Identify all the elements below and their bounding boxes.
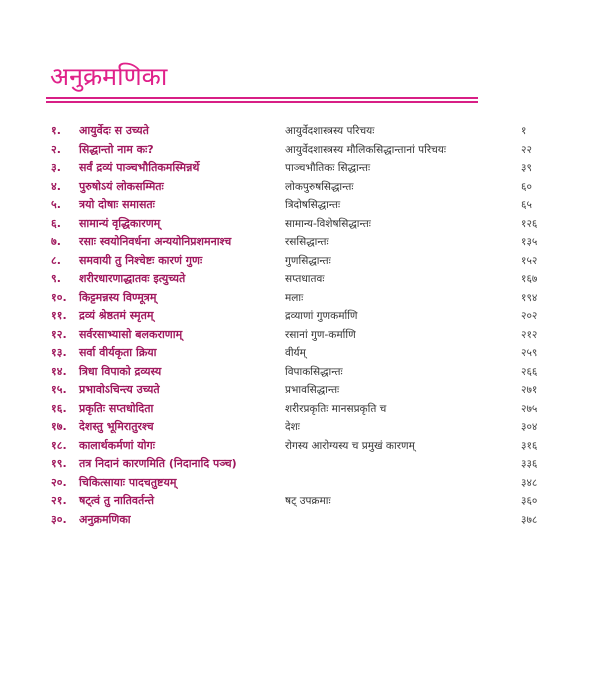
chapter-title[interactable]: सिद्धान्तो नाम कः? xyxy=(79,142,154,156)
chapter-number: १७. xyxy=(51,420,67,433)
chapter-title[interactable]: अनुक्रमणिका xyxy=(79,512,131,526)
chapter-number: २. xyxy=(51,142,61,156)
chapter-number: १९. xyxy=(51,457,67,470)
chapter-number: १८. xyxy=(51,438,67,452)
page-number: २२ xyxy=(521,143,532,156)
toc-row[interactable] xyxy=(0,455,600,474)
chapter-title[interactable]: त्रयो दोषाः समासतः xyxy=(79,198,155,211)
page-number: ६५ xyxy=(521,199,532,211)
chapter-title[interactable]: किट्टमन्नस्य विण्मूत्रम् xyxy=(79,290,157,304)
page-number: १ xyxy=(521,125,527,137)
page-number: २७१ xyxy=(521,384,538,396)
toc-row[interactable] xyxy=(0,233,600,252)
chapter-title[interactable]: आयुर्वेदः स उच्यते xyxy=(79,124,149,137)
page-number: २५९ xyxy=(521,347,538,359)
chapter-title[interactable]: समवायी तु निश्चेष्टः कारणं गुणः xyxy=(79,253,203,267)
toc-row[interactable] xyxy=(0,363,600,382)
chapter-subject: आयुर्वेदशास्त्रस्य परिचयः xyxy=(285,125,375,137)
chapter-number: १. xyxy=(51,124,61,137)
toc-row[interactable] xyxy=(0,492,600,511)
toc-row[interactable] xyxy=(0,307,600,326)
toc-row[interactable] xyxy=(0,400,600,419)
chapter-subject: वीर्यम् xyxy=(285,347,306,359)
toc-row[interactable] xyxy=(0,178,600,197)
chapter-subject: गुणसिद्धान्तः xyxy=(285,254,331,267)
chapter-subject: देशः xyxy=(285,421,300,433)
page-number: ३६० xyxy=(521,495,538,507)
chapter-title[interactable]: देशस्तु भूमिरातुरश्च xyxy=(79,420,154,433)
page-number: ३३६ xyxy=(521,458,538,470)
chapter-subject: त्रिदोषसिद्धान्तः xyxy=(285,199,341,211)
page-number: १२६ xyxy=(521,217,538,230)
chapter-number: ७. xyxy=(51,235,61,248)
chapter-number: २१. xyxy=(51,494,67,507)
toc-row[interactable] xyxy=(0,289,600,308)
chapter-subject: विपाकसिद्धान्तः xyxy=(285,365,343,378)
chapter-number: २०. xyxy=(51,475,67,489)
page-number: १३५ xyxy=(521,236,538,248)
chapter-title[interactable]: प्रकृतिः सप्तधोदिता xyxy=(79,401,154,415)
chapter-number: ३. xyxy=(51,161,61,174)
chapter-number: ९. xyxy=(51,272,61,285)
chapter-subject: पाञ्चभौतिकः सिद्धान्तः xyxy=(285,162,371,174)
chapter-title[interactable]: षट्त्वं तु नातिवर्तन्ते xyxy=(79,494,154,507)
chapter-subject: मलाः xyxy=(285,291,304,304)
page-number: ६० xyxy=(521,180,532,193)
chapter-title[interactable]: तत्र निदानं कारणमिति (निदानादि पञ्च) xyxy=(79,457,237,470)
toc-row[interactable] xyxy=(0,270,600,289)
chapter-number: ४. xyxy=(51,179,61,193)
toc-row[interactable] xyxy=(0,418,600,437)
title-underline-top xyxy=(46,97,478,99)
chapter-subject: शरीरप्रकृतिः मानसप्रकृति च xyxy=(285,402,387,415)
chapter-number: १२. xyxy=(51,327,67,341)
chapter-number: १४. xyxy=(51,364,67,378)
toc-row[interactable] xyxy=(0,196,600,215)
chapter-title[interactable]: शरीरधारणाद्धातवः इत्युच्यते xyxy=(79,272,186,285)
chapter-subject: आयुर्वेदशास्त्रस्य मौलिकसिद्धान्तानां परिचयः xyxy=(285,143,446,156)
chapter-subject: लोकपुरुषसिद्धान्तः xyxy=(285,180,354,193)
chapter-number: १५. xyxy=(51,383,67,396)
page-number: ३४८ xyxy=(521,476,538,489)
toc-row[interactable] xyxy=(0,122,600,141)
chapter-title[interactable]: कालार्थकर्मणां योगः xyxy=(79,438,155,452)
chapter-subject: रोगस्य आरोग्यस्य च प्रमुखं कारणम् xyxy=(285,439,415,452)
table-of-contents xyxy=(0,122,600,529)
title-underline-bottom xyxy=(46,101,478,103)
page-number: २१२ xyxy=(521,328,538,341)
page-number: २६६ xyxy=(521,365,538,378)
page-number: ३१६ xyxy=(521,439,538,452)
page-number: ३०४ xyxy=(521,421,538,433)
toc-row[interactable] xyxy=(0,437,600,456)
chapter-title[interactable]: सामान्यं वृद्धिकारणम् xyxy=(79,216,161,230)
chapter-subject: रसानां गुण-कर्माणि xyxy=(285,328,356,341)
toc-row[interactable] xyxy=(0,474,600,493)
chapter-title[interactable]: प्रभावोऽचिन्त्य उच्यते xyxy=(79,383,160,396)
chapter-subject: षट् उपक्रमाः xyxy=(285,495,331,507)
chapter-subject: रससिद्धान्तः xyxy=(285,236,329,248)
page-number: २०२ xyxy=(521,310,538,322)
page-number: २७५ xyxy=(521,402,538,415)
toc-row[interactable] xyxy=(0,141,600,160)
chapter-title[interactable]: सर्वं द्रव्यं पाञ्चभौतिकमस्मिन्नर्थे xyxy=(79,161,200,174)
page-number: १९४ xyxy=(521,291,538,304)
chapter-number: १०. xyxy=(51,290,67,304)
chapter-title[interactable]: चिकित्सायाः पादचतुष्टयम् xyxy=(79,475,177,489)
chapter-number: ६. xyxy=(51,216,61,230)
chapter-number: १३. xyxy=(51,346,67,359)
toc-row[interactable] xyxy=(0,215,600,234)
toc-row[interactable] xyxy=(0,381,600,400)
chapter-number: ८. xyxy=(51,253,61,267)
toc-row[interactable] xyxy=(0,159,600,178)
chapter-number: ५. xyxy=(51,198,61,211)
page-title: अनुक्रमणिका xyxy=(50,62,168,91)
page-number: ३९ xyxy=(521,162,532,174)
chapter-number: १६. xyxy=(51,401,67,415)
chapter-subject: द्रव्याणां गुणकर्माणि xyxy=(285,310,358,322)
page-number: १५२ xyxy=(521,254,538,267)
chapter-subject: सप्तधातवः xyxy=(285,273,325,285)
toc-row[interactable] xyxy=(0,511,600,530)
page-number: १६७ xyxy=(521,273,538,285)
chapter-subject: प्रभावसिद्धान्तः xyxy=(285,384,340,396)
chapter-title[interactable]: सर्वा वीर्यकृता क्रिया xyxy=(79,346,157,359)
toc-row[interactable] xyxy=(0,326,600,345)
chapter-number: ३०. xyxy=(51,512,67,526)
chapter-title[interactable]: त्रिधा विपाको द्रव्यस्य xyxy=(79,364,162,378)
chapter-title[interactable]: रसाः स्वयोनिवर्धना अन्ययोनिप्रशमनाश्च xyxy=(79,235,232,248)
toc-row[interactable] xyxy=(0,252,600,271)
chapter-title[interactable]: पुरुषोऽयं लोकसम्मितः xyxy=(79,179,164,193)
chapter-title[interactable]: सर्वरसाभ्यासो बलकराणाम् xyxy=(79,327,183,341)
toc-row[interactable] xyxy=(0,344,600,363)
chapter-title[interactable]: द्रव्यं श्रेष्ठतमं स्मृतम् xyxy=(79,309,154,322)
chapter-subject: सामान्य-विशेषसिद्धान्तः xyxy=(285,217,371,230)
page-number: ३७८ xyxy=(521,513,538,526)
chapter-number: ११. xyxy=(51,309,67,322)
